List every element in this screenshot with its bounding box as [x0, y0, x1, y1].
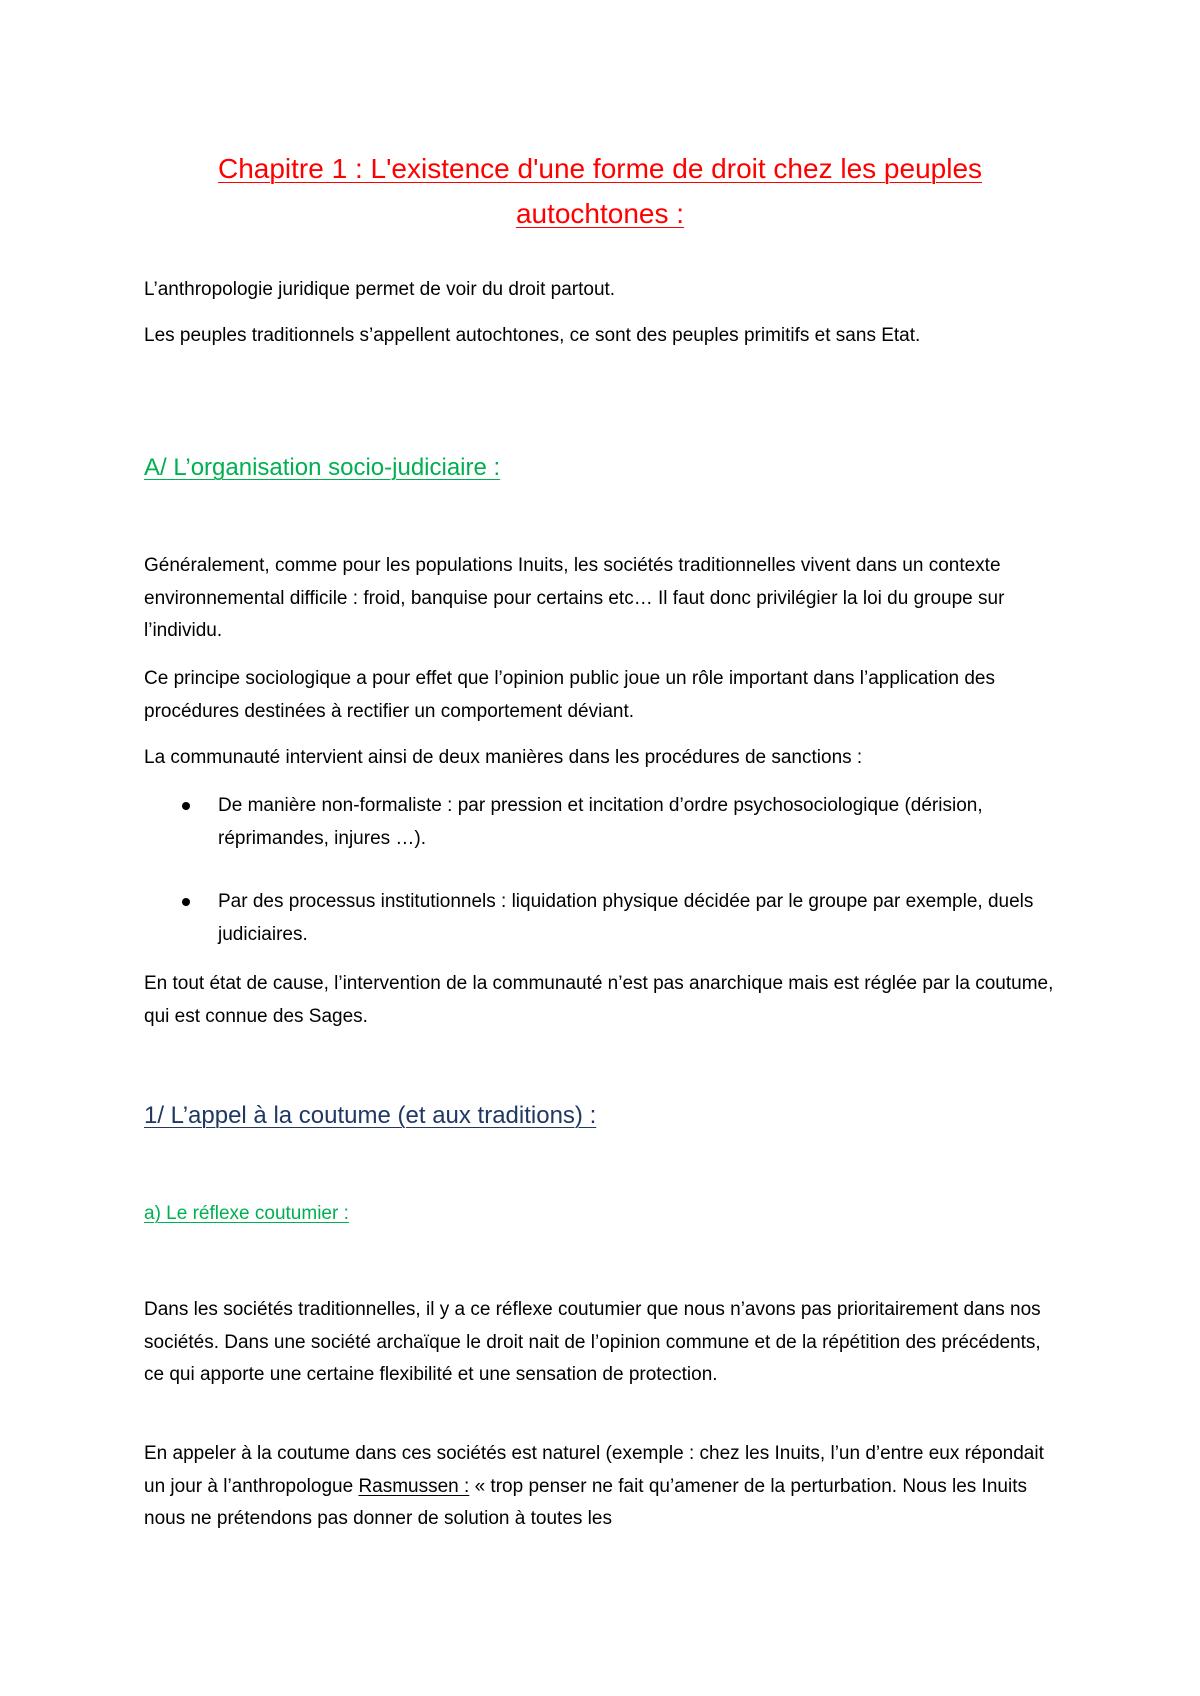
paragraph-text-start: En appeler à la coutume dans ces sociétés est naturel (exemple : chez les Inuits, l’un d’entre eux répondait un jour à l’anthropologue: [144, 1443, 1044, 1497]
intro-paragraph-2: Les peuples traditionnels s’appellent autochtones, ce sont des peuples primitifs et sans Etat.: [144, 325, 921, 346]
bullet-icon: [182, 802, 190, 810]
bullet-icon: [182, 898, 190, 906]
subsection-a-paragraph-2: [144, 1438, 1064, 1536]
list-item-text: De manière non-formaliste : par pression et incitation d’ordre psychosociologique (dérision, réprimandes, injures …).: [218, 795, 983, 849]
section-1-heading: 1/ L’appel à la coutume (et aux traditions) :: [144, 1102, 597, 1129]
section-a-conclusion: En tout état de cause, l’intervention de la communauté n’est pas anarchique mais est réglée par la coutume, qui est connue des Sages.: [144, 973, 1054, 1027]
list-item-text: Par des processus institutionnels : liquidation physique décidée par le groupe par exemple, duels judiciaires.: [218, 891, 1034, 945]
author-reference: Rasmussen :: [358, 1475, 470, 1497]
intro-paragraph-1: L’anthropologie juridique permet de voir du droit partout.: [144, 279, 616, 300]
subsection-a-paragraph-1: Dans les sociétés traditionnelles, il y a ce réflexe coutumier que nous n’avons pas prioritairement dans nos sociétés. Dans une société archaïque le droit nait de l’opinion commune et de la répétition des précédents, ce qui apporte une certaine flexibilité et une sensation de protection.: [144, 1299, 1041, 1385]
paragraph-text-end: « trop penser ne fait qu’amener de la perturbation. Nous les Inuits nous ne prétendons pas donner de solution à toutes les: [144, 1475, 1027, 1529]
chapter-title: Chapitre 1 : L'existence d'une forme de droit chez les peuples autochtones :: [217, 153, 983, 229]
section-a-paragraph-2: Ce principe sociologique a pour effet que l’opinion public joue un rôle important dans l’application des procédures destinées à rectifier un comportement déviant.: [144, 668, 995, 722]
section-a-heading: A/ L’organisation socio-judiciaire :: [144, 454, 501, 481]
section-a-paragraph-3: La communauté intervient ainsi de deux manières dans les procédures de sanctions :: [144, 747, 863, 768]
section-a-paragraph-1: Généralement, comme pour les populations Inuits, les sociétés traditionnelles vivent dans un contexte environnemental difficile : froid, banquise pour certains etc… Il faut donc privilégier la loi du groupe sur l’individu.: [144, 555, 1005, 641]
subsection-a-heading: a) Le réflexe coutumier :: [144, 1203, 349, 1224]
